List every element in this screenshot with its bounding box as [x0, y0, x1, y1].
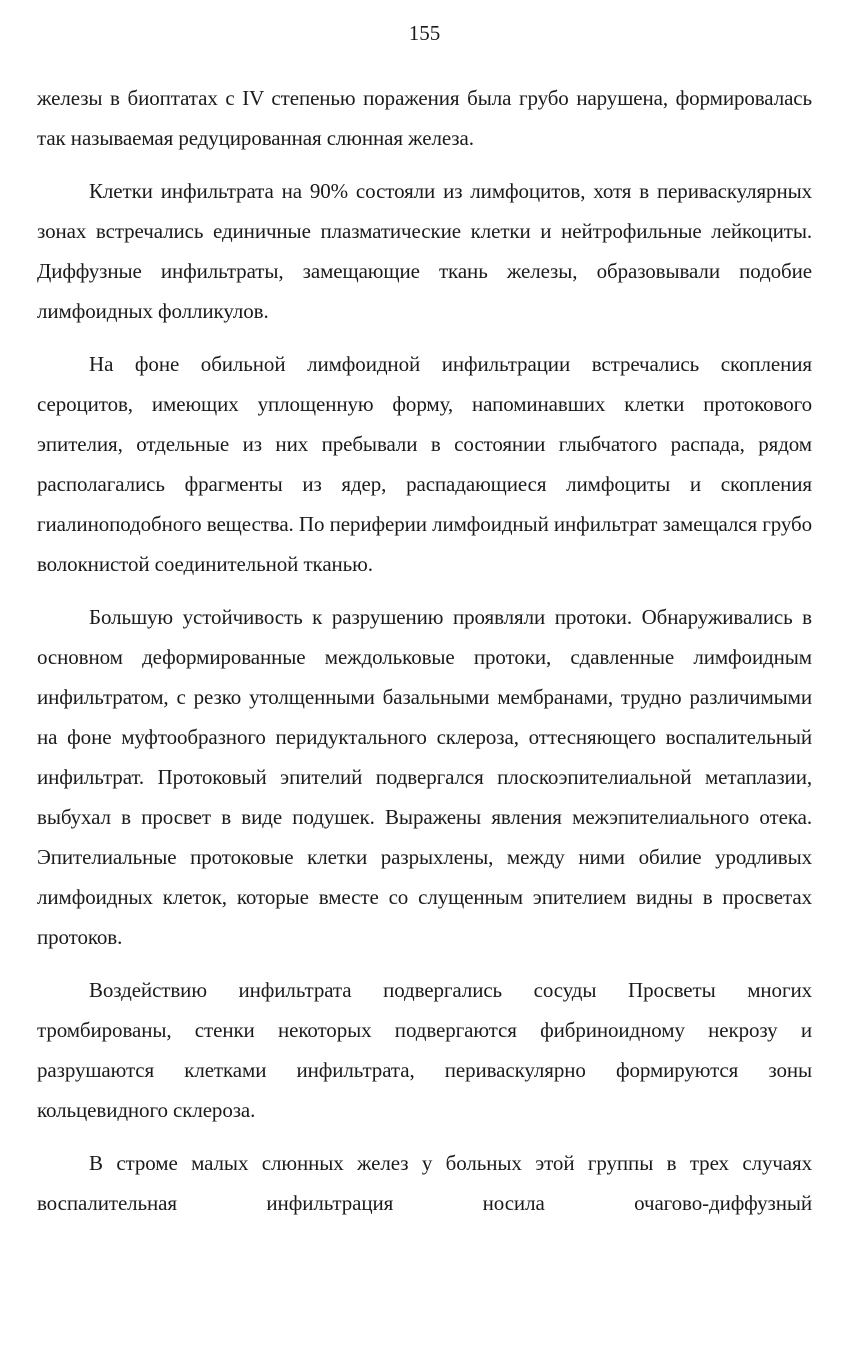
- paragraph-continuation: железы в биоптатах с IV степенью поражения была грубо нарушена, формировалась так называемая редуцированная слюнная железа.: [37, 86, 812, 150]
- paragraph-ducts: Большую устойчивость к разрушению проявляли протоки. Обнаруживались в основном деформированные междольковые протоки, сдавленные лимфоидным инфильтратом, с резко утолщенными базальными мембранами, трудно различимыми на фоне муфтообразного перидуктального склероза, оттесняющего воспалительный инфильтрат. Протоковый эпителий подвергался плоскоэпителиальной метаплазии, выбухал в просвет в виде подушек. Выражены явления межэпителиального отека. Эпителиальные протоковые клетки разрыхлены, между ними обилие уродливых лимфоидных клеток, которые вместе со слущенным эпителием видны в просветах протоков.: [37, 605, 812, 949]
- paragraph-infiltrate-cells: Клетки инфильтрата на 90% состояли из лимфоцитов, хотя в периваскулярных зонах встречались единичные плазматические клетки и нейтрофильные лейкоциты. Диффузные инфильтраты, замещающие ткань железы, образовывали подобие лимфоидных фолликулов.: [37, 179, 812, 323]
- document-body: [37, 78, 812, 1236]
- page-number: 155: [408, 21, 441, 45]
- paragraph-stroma: В строме малых слюнных желез у больных этой группы в трех случаях воспалительная инфильтрация носила очагово-диффузный: [37, 1151, 812, 1215]
- paragraph-vessels: Воздействию инфильтрата подвергались сосуды Просветы многих тромбированы, стенки некоторых подвергаются фибриноидному некрозу и разрушаются клетками инфильтрата, периваскулярно формируются зоны кольцевидного склероза.: [37, 978, 812, 1122]
- paragraph-lymphoid-infiltration: На фоне обильной лимфоидной инфильтрации встречались скопления сероцитов, имеющих уплощенную форму, напоминавших клетки протокового эпителия, отдельные из них пребывали в состоянии глыбчатого распада, рядом располагались фрагменты из ядер, распадающиеся лимфоциты и скопления гиалиноподобного вещества. По периферии лимфоидный инфильтрат замещался грубо волокнистой соединительной тканью.: [37, 352, 812, 576]
